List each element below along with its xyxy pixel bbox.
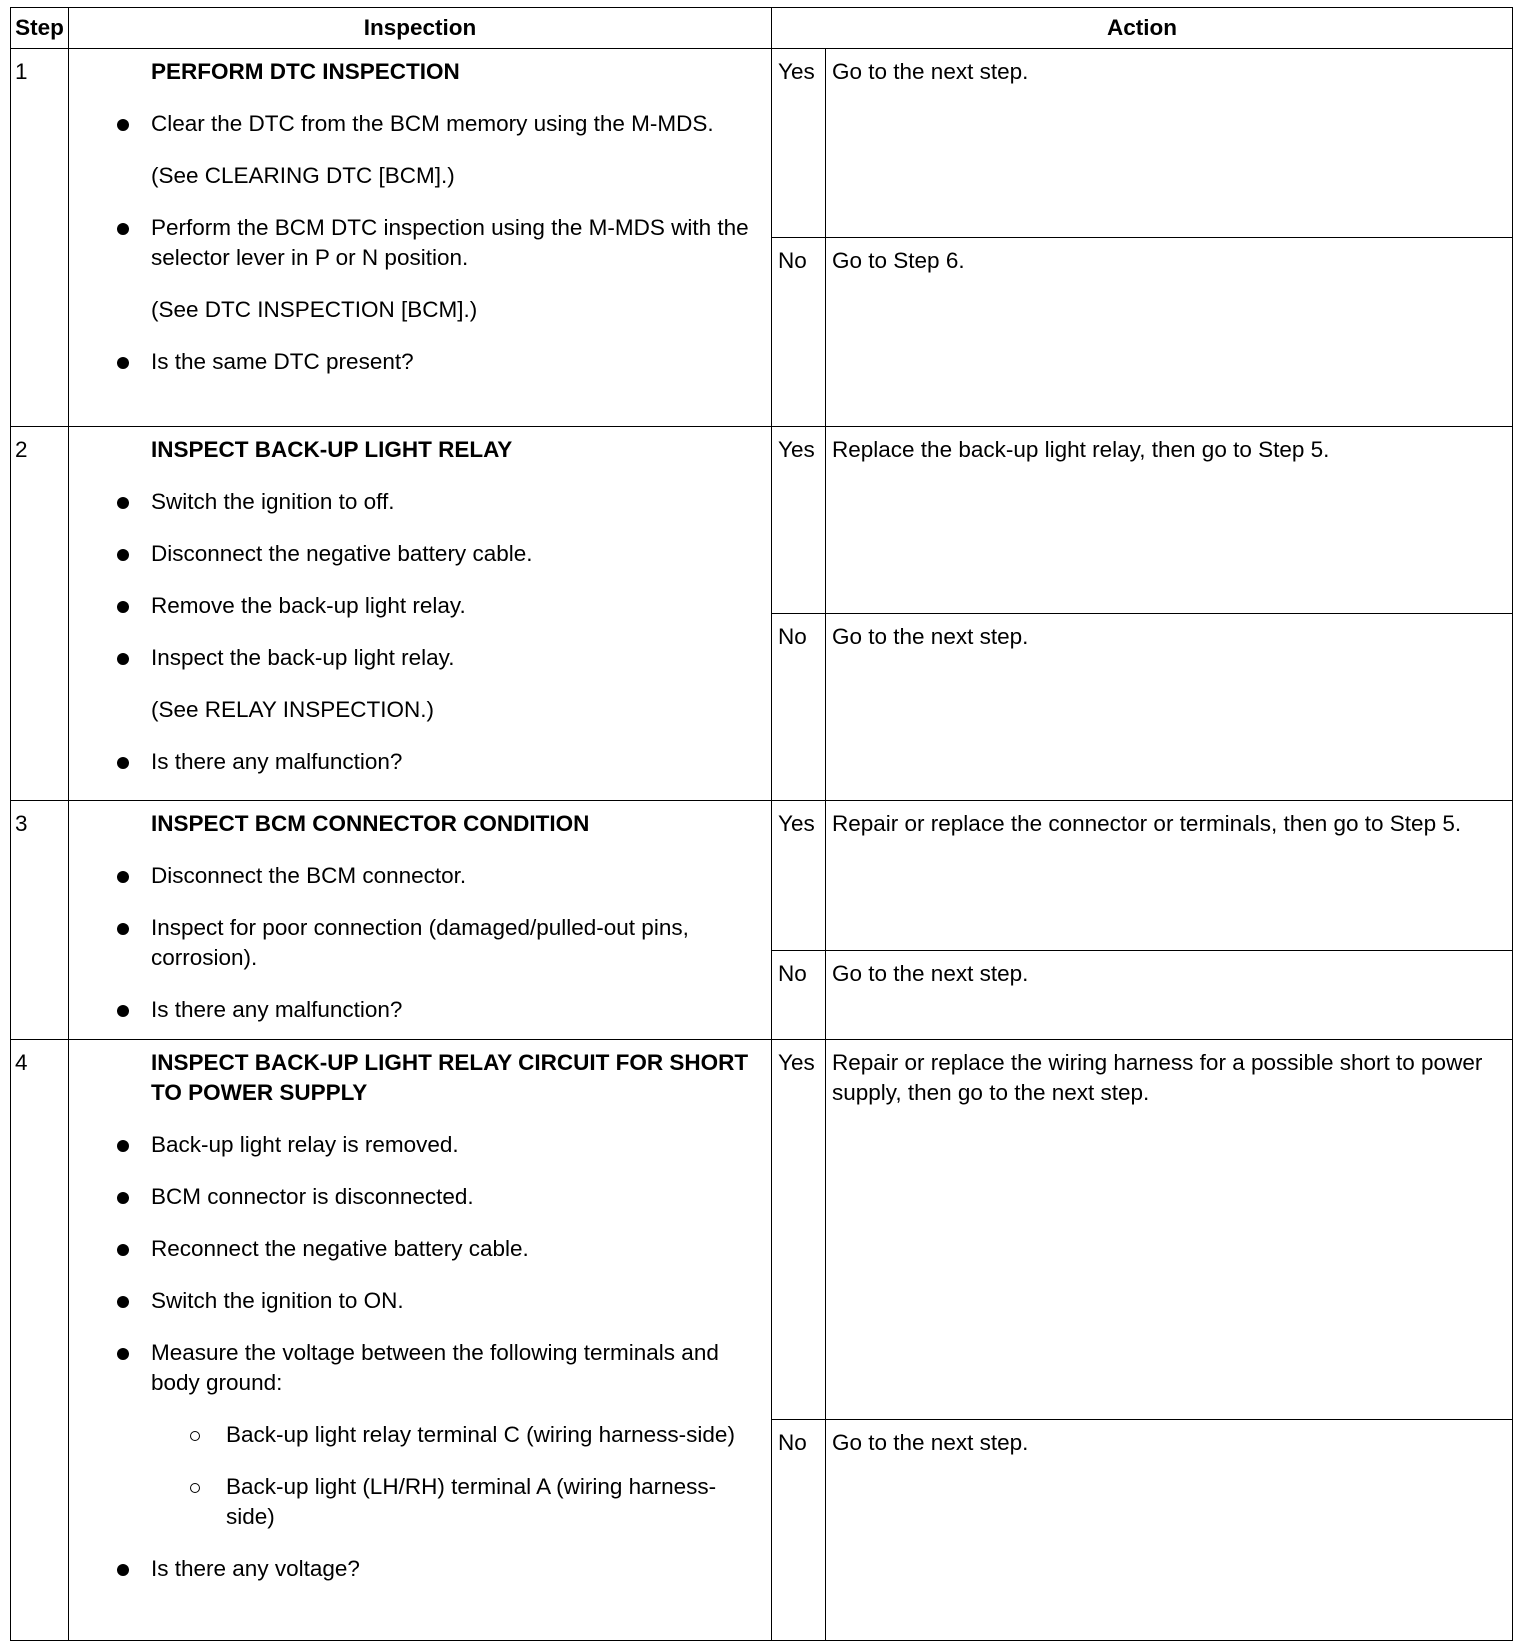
inspection-note: (See CLEARING DTC [BCM].) [151, 163, 455, 188]
inspection-bullet: Is there any malfunction? [69, 747, 763, 777]
yes-label: Yes [772, 49, 826, 238]
inspection-bullet: Disconnect the negative battery cable. [69, 539, 763, 569]
diagnostic-table [10, 7, 1513, 1641]
inspection-title: INSPECT BACK-UP LIGHT RELAY CIRCUIT FOR SHORT TO POWER SUPPLY [151, 1050, 749, 1105]
step-number: 4 [11, 1040, 69, 1641]
inspection-bullet: Is there any malfunction? [69, 995, 763, 1025]
inspection-bullet: Switch the ignition to off. [69, 487, 763, 517]
inspection-title: INSPECT BCM CONNECTOR CONDITION [151, 811, 590, 836]
yes-action: Go to the next step. [826, 49, 1513, 238]
inspection-bullet: Perform the BCM DTC inspection using the M-MDS with the selector lever in P or N position. [69, 213, 763, 273]
step-number: 2 [11, 427, 69, 801]
inspection-bullet: Reconnect the negative battery cable. [69, 1234, 763, 1264]
inspection-note: (See DTC INSPECTION [BCM].) [151, 297, 478, 322]
inspection-cell [69, 49, 772, 427]
inspection-bullet: Clear the DTC from the BCM memory using the M-MDS. [69, 109, 763, 139]
yes-action: Replace the back-up light relay, then go to Step 5. [826, 427, 1513, 614]
yes-label: Yes [772, 1040, 826, 1420]
inspection-cell [69, 1040, 772, 1641]
yes-action: Repair or replace the wiring harness for a possible short to power supply, then go to the next step. [826, 1040, 1513, 1420]
no-label: No [772, 1420, 826, 1641]
yes-action: Repair or replace the connector or terminals, then go to Step 5. [826, 801, 1513, 951]
inspection-bullet: Disconnect the BCM connector. [69, 861, 763, 891]
step-row [11, 49, 1513, 238]
no-action: Go to the next step. [826, 951, 1513, 1040]
inspection-bullet: Back-up light relay is removed. [69, 1130, 763, 1160]
inspection-bullet: BCM connector is disconnected. [69, 1182, 763, 1212]
yes-label: Yes [772, 427, 826, 614]
step-row [11, 427, 1513, 614]
inspection-bullet: Inspect for poor connection (damaged/pulled-out pins, corrosion). [69, 913, 763, 973]
no-label: No [772, 614, 826, 801]
inspection-title: INSPECT BACK-UP LIGHT RELAY [151, 437, 513, 462]
inspection-bullet: Inspect the back-up light relay. [69, 643, 763, 673]
diagnostic-procedure-sheet [10, 7, 1512, 1641]
no-action: Go to Step 6. [826, 238, 1513, 427]
step-column-header: Step [11, 8, 69, 49]
step-row [11, 1040, 1513, 1420]
inspection-bullet: Remove the back-up light relay. [69, 591, 763, 621]
no-label: No [772, 951, 826, 1040]
inspection-column-header: Inspection [69, 8, 772, 49]
header-row [11, 8, 1513, 49]
inspection-sub-bullet: Back-up light relay terminal C (wiring harness-side) [69, 1420, 763, 1450]
inspection-cell [69, 427, 772, 801]
step-number: 3 [11, 801, 69, 1040]
step-number: 1 [11, 49, 69, 427]
yes-label: Yes [772, 801, 826, 951]
no-action: Go to the next step. [826, 1420, 1513, 1641]
inspection-cell [69, 801, 772, 1040]
inspection-title: PERFORM DTC INSPECTION [151, 59, 460, 84]
inspection-bullet: Switch the ignition to ON. [69, 1286, 763, 1316]
inspection-sub-bullet: Back-up light (LH/RH) terminal A (wiring harness-side) [69, 1472, 763, 1532]
inspection-note: (See RELAY INSPECTION.) [151, 697, 434, 722]
inspection-bullet: Is there any voltage? [69, 1554, 763, 1584]
step-row [11, 801, 1513, 951]
action-column-header: Action [772, 8, 1513, 49]
no-action: Go to the next step. [826, 614, 1513, 801]
no-label: No [772, 238, 826, 427]
inspection-bullet: Measure the voltage between the following terminals and body ground: [69, 1338, 763, 1398]
inspection-bullet: Is the same DTC present? [69, 347, 763, 377]
